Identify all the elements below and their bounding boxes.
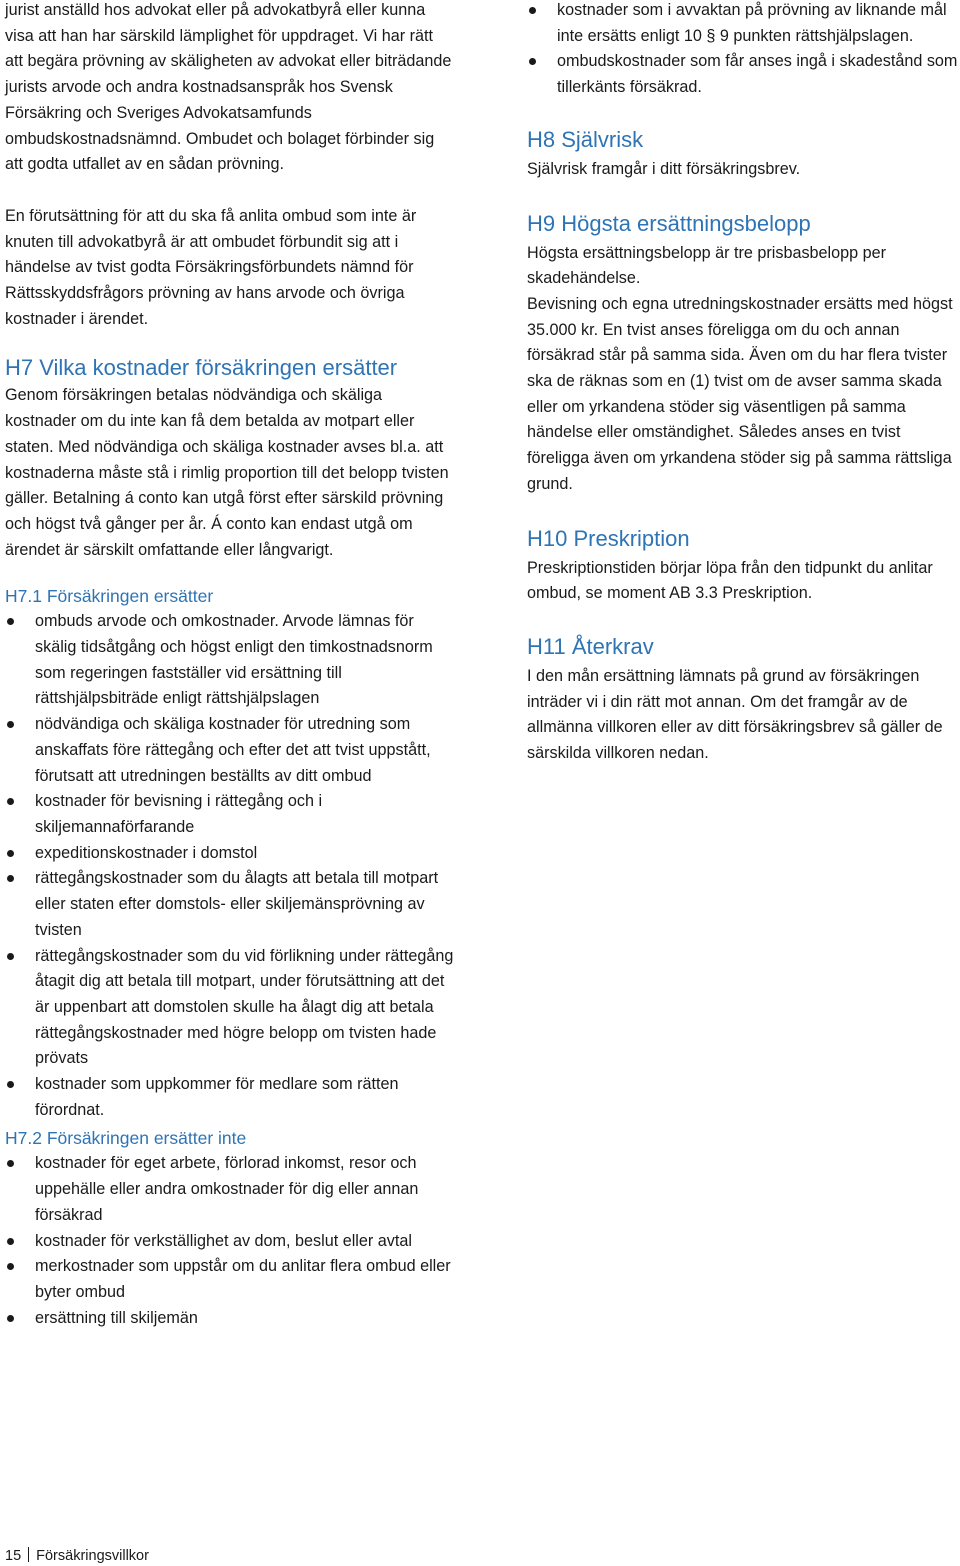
section-h9-heading: H9 Högsta ersättningsbelopp xyxy=(527,210,811,236)
section-h7-heading: H7 Vilka kostnader försäkringen ersätter xyxy=(5,355,398,381)
list-item: kostnader som uppkommer för medlare som rätten förordnat. xyxy=(5,1072,455,1123)
h72-list xyxy=(5,1151,455,1331)
list-item: kostnader för bevisning i rättegång och i skiljemannaförfarande xyxy=(5,789,455,840)
intro-paragraph-2: En förutsättning för att du ska få anlita ombud som inte är knuten till advokatbyrå är att ombudet förbundit sig att i händelse av tvist godta Försäkringsförbundets nämnd för Rättsskyddsfrågors prövning av hans arvode och övriga kostnader i ärendet. xyxy=(5,206,417,328)
section-h8-body: Självrisk framgår i ditt försäkringsbrev. xyxy=(527,159,801,178)
list-item: rättegångskostnader som du vid förlikning under rättegång åtagit dig att betala till motpart, under förutsättning att det är uppenbart att domstolen skulle ha ålagt dig att betala rättegångskostnader med högre belopp om tvisten hade prövats xyxy=(5,944,455,1073)
section-h9-body-2: Bevisning och egna utredningskostnader ersätts med högst 35.000 kr. En tvist anses föreligga om du och annan försäkrad står på samma sida. Även om du har flera tvister ska de räknas som en (1) tvist om de avser samma skada eller om yrkandena stöder sig väsentligen på samma händelse eller omständighet. Således anses en tvist föreligga även om yrkandena stöder sig på samma rättsliga grund. xyxy=(527,294,953,493)
section-h72-heading: H7.2 Försäkringen ersätter inte xyxy=(5,1128,247,1149)
left-column xyxy=(5,0,455,1331)
intro-paragraph-1: jurist anställd hos advokat eller på advokatbyrå eller kunna visa att han har särskild lämplighet för uppdraget. Vi har rätt att begära prövning av skäligheten av advokat eller biträdande jurists arvode och andra kostnadsanspråk hos Svensk Försäkring och Sveriges Advokatsamfunds ombudskostnadsnämnd. Ombudet och bolaget förbinder sig att godta utfallet av en sådan prövning. xyxy=(5,1,452,174)
document-title: Försäkringsvillkor xyxy=(36,1548,149,1564)
list-item: ombuds arvode och omkostnader. Arvode lämnas för skälig tidsåtgång och högst enligt den timkostnadsnorm som regeringen fastställer vid ersättning till rättshjälpsbiträde enligt rättshjälpslagen xyxy=(5,609,455,712)
list-item: kostnader som i avvaktan på prövning av liknande mål inte ersätts enligt 10 § 9 punkten rättshjälpslagen. xyxy=(527,0,960,49)
section-h9-body-1: Högsta ersättningsbelopp är tre prisbasbelopp per skadehändelse. xyxy=(527,243,887,288)
continued-list xyxy=(527,0,960,101)
list-item: merkostnader som uppstår om du anlitar flera ombud eller byter ombud xyxy=(5,1254,455,1305)
section-h11-heading: H11 Återkrav xyxy=(527,633,654,659)
page-footer xyxy=(5,1546,149,1566)
section-h10-body: Preskriptionstiden börjar löpa från den tidpunkt du anlitar ombud, se moment AB 3.3 Preskription. xyxy=(527,558,933,603)
footer-divider xyxy=(28,1547,29,1562)
list-item: expeditionskostnader i domstol xyxy=(5,841,455,867)
list-item: ersättning till skiljemän xyxy=(5,1306,455,1332)
section-h8-heading: H8 Självrisk xyxy=(527,126,644,152)
list-item: kostnader för eget arbete, förlorad inkomst, resor och uppehälle eller andra omkostnader för dig eller annan försäkrad xyxy=(5,1151,455,1228)
section-h7-body: Genom försäkringen betalas nödvändiga och skäliga kostnader om du inte kan få dem betalda av motpart eller staten. Med nödvändiga och skäliga kostnader avses bl.a. att kostnaderna måste stå i rimlig proportion till det belopp tvisten gäller. Betalning á conto kan utgå först efter särskild prövning och högst två gånger per år. Á conto kan endast utgå om ärendet är särskilt omfattande eller långvarigt. xyxy=(5,386,449,559)
page-number: 15 xyxy=(5,1548,22,1564)
section-h10-heading: H10 Preskription xyxy=(527,525,690,551)
list-item: nödvändiga och skäliga kostnader för utredning som anskaffats före rättegång och efter det att tvist uppstått, förutsatt att utredningen beställts av ditt ombud xyxy=(5,712,455,789)
right-column xyxy=(527,0,960,767)
list-item: kostnader för verkställighet av dom, beslut eller avtal xyxy=(5,1229,455,1255)
h71-list xyxy=(5,609,455,1123)
list-item: ombudskostnader som får anses ingå i skadestånd som tillerkänts försäkrad. xyxy=(527,49,960,100)
list-item: rättegångskostnader som du ålagts att betala till motpart eller staten efter domstols- eller skiljemänsprövning av tvisten xyxy=(5,866,455,943)
section-h11-body: I den mån ersättning lämnats på grund av försäkringen inträder vi i din rätt mot annan. Om det framgår av de allmänna villkoren eller av ditt försäkringsbrev så gäller de särskilda villkoren nedan. xyxy=(527,666,943,763)
section-h71-heading: H7.1 Försäkringen ersätter xyxy=(5,586,214,607)
